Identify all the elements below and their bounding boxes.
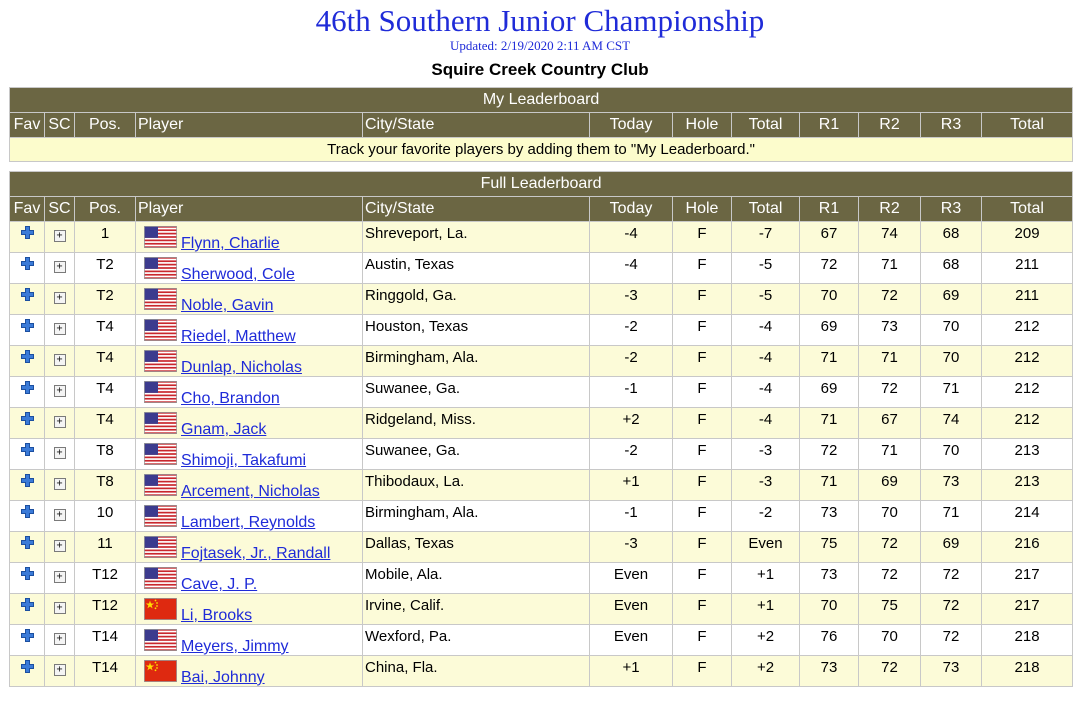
pos-cell: 11 [75, 532, 136, 563]
today-cell: -1 [590, 377, 673, 408]
fav-cell [10, 532, 45, 563]
r2-cell: 72 [859, 656, 921, 687]
add-favorite-icon[interactable] [21, 257, 34, 270]
player-cell [136, 346, 363, 377]
col-r1: R1 [800, 113, 859, 138]
column-header-row [10, 197, 1073, 222]
r1-cell: 71 [800, 408, 859, 439]
r3-cell: 70 [921, 346, 982, 377]
pos-cell: T8 [75, 470, 136, 501]
r3-cell: 72 [921, 594, 982, 625]
pos-cell: 10 [75, 501, 136, 532]
col-r3: R3 [921, 113, 982, 138]
pos-cell: T2 [75, 284, 136, 315]
total-cell: -3 [732, 470, 800, 501]
r2-cell: 70 [859, 501, 921, 532]
col-sc: SC [45, 113, 75, 138]
today-cell: +1 [590, 656, 673, 687]
pos-cell: T4 [75, 377, 136, 408]
r2-cell: 72 [859, 563, 921, 594]
hole-cell: F [673, 439, 732, 470]
player-name-link[interactable]: Meyers, Jimmy [181, 638, 289, 655]
r1-cell: 71 [800, 346, 859, 377]
fav-cell [10, 594, 45, 625]
add-favorite-icon[interactable] [21, 474, 34, 487]
col-total: Total [732, 197, 800, 222]
table-row [10, 346, 1073, 377]
pos-cell: T4 [75, 346, 136, 377]
r3-cell: 72 [921, 625, 982, 656]
hole-cell: F [673, 594, 732, 625]
player-name-link[interactable]: Dunlap, Nicholas [181, 359, 302, 376]
city-cell: Birmingham, Ala. [363, 346, 590, 377]
col-r2: R2 [859, 113, 921, 138]
hole-cell: F [673, 346, 732, 377]
player-cell [136, 315, 363, 346]
add-favorite-icon[interactable] [21, 226, 34, 239]
fav-cell [10, 377, 45, 408]
today-cell: -3 [590, 532, 673, 563]
city-cell: Mobile, Ala. [363, 563, 590, 594]
aggregate-cell: 217 [982, 563, 1073, 594]
total-cell: -2 [732, 501, 800, 532]
leaderboard-body [10, 222, 1073, 687]
sc-cell [45, 222, 75, 253]
player-name-link[interactable]: Sherwood, Cole [181, 266, 295, 283]
fav-cell [10, 222, 45, 253]
scorecard-expand-icon[interactable]: + [54, 416, 66, 428]
col-total: Total [732, 113, 800, 138]
course-name: Squire Creek Country Club [431, 60, 649, 79]
r2-cell: 72 [859, 284, 921, 315]
r2-cell: 69 [859, 470, 921, 501]
sc-cell [45, 532, 75, 563]
fav-cell [10, 346, 45, 377]
player-name-link[interactable]: Cave, J. P. [181, 576, 258, 593]
sc-cell [45, 625, 75, 656]
usa-flag-icon [144, 412, 177, 434]
pos-cell: 1 [75, 222, 136, 253]
total-cell: -5 [732, 253, 800, 284]
full-leaderboard-title: Full Leaderboard [10, 172, 1073, 197]
r2-cell: 75 [859, 594, 921, 625]
player-name-link[interactable]: Shimoji, Takafumi [181, 452, 307, 469]
add-favorite-icon[interactable] [21, 288, 34, 301]
today-cell: Even [590, 563, 673, 594]
column-header-row [10, 113, 1073, 138]
sc-cell [45, 284, 75, 315]
total-cell: -4 [732, 377, 800, 408]
total-cell: -4 [732, 346, 800, 377]
r1-cell: 73 [800, 563, 859, 594]
aggregate-cell: 211 [982, 253, 1073, 284]
r1-cell: 69 [800, 377, 859, 408]
today-cell: +1 [590, 470, 673, 501]
r1-cell: 72 [800, 439, 859, 470]
scorecard-expand-icon[interactable]: + [54, 633, 66, 645]
my-leaderboard-title: My Leaderboard [10, 88, 1073, 113]
pos-cell: T12 [75, 563, 136, 594]
player-cell [136, 439, 363, 470]
col-hole: Hole [673, 197, 732, 222]
total-cell: -4 [732, 408, 800, 439]
hole-cell: F [673, 315, 732, 346]
fav-cell [10, 315, 45, 346]
aggregate-cell: 213 [982, 470, 1073, 501]
total-cell: +1 [732, 594, 800, 625]
add-favorite-icon[interactable] [21, 660, 34, 673]
player-name-link[interactable]: Gnam, Jack [181, 421, 267, 438]
usa-flag-icon [144, 474, 177, 496]
col-sc: SC [45, 197, 75, 222]
scorecard-expand-icon[interactable]: + [54, 385, 66, 397]
total-cell: +2 [732, 625, 800, 656]
r3-cell: 69 [921, 284, 982, 315]
r1-cell: 72 [800, 253, 859, 284]
sc-cell [45, 594, 75, 625]
hole-cell: F [673, 563, 732, 594]
r1-cell: 67 [800, 222, 859, 253]
sc-cell [45, 656, 75, 687]
col-city: City/State [363, 113, 590, 138]
fav-cell [10, 439, 45, 470]
fav-cell [10, 253, 45, 284]
usa-flag-icon [144, 505, 177, 527]
aggregate-cell: 212 [982, 408, 1073, 439]
table-row [10, 563, 1073, 594]
col-today: Today [590, 197, 673, 222]
usa-flag-icon [144, 629, 177, 651]
r1-cell: 73 [800, 501, 859, 532]
city-cell: Birmingham, Ala. [363, 501, 590, 532]
col-pos: Pos. [75, 197, 136, 222]
r3-cell: 71 [921, 501, 982, 532]
usa-flag-icon [144, 381, 177, 403]
col-r2: R2 [859, 197, 921, 222]
aggregate-cell: 218 [982, 656, 1073, 687]
r3-cell: 72 [921, 563, 982, 594]
player-cell [136, 563, 363, 594]
city-cell: Ringgold, Ga. [363, 284, 590, 315]
total-cell: -3 [732, 439, 800, 470]
r3-cell: 73 [921, 656, 982, 687]
hole-cell: F [673, 377, 732, 408]
sc-cell [45, 439, 75, 470]
r1-cell: 76 [800, 625, 859, 656]
today-cell: -2 [590, 315, 673, 346]
city-cell: China, Fla. [363, 656, 590, 687]
player-name-link[interactable]: Arcement, Nicholas [181, 483, 320, 500]
aggregate-cell: 211 [982, 284, 1073, 315]
my-leaderboard-message: Track your favorite players by adding them to "My Leaderboard." [10, 138, 1073, 162]
col-fav: Fav [10, 197, 45, 222]
r3-cell: 71 [921, 377, 982, 408]
r3-cell: 70 [921, 315, 982, 346]
hole-cell: F [673, 222, 732, 253]
total-cell: -7 [732, 222, 800, 253]
scorecard-expand-icon[interactable]: + [54, 602, 66, 614]
r1-cell: 73 [800, 656, 859, 687]
add-favorite-icon[interactable] [21, 319, 34, 332]
fav-cell [10, 501, 45, 532]
fav-cell [10, 656, 45, 687]
fav-cell [10, 470, 45, 501]
table-row [10, 594, 1073, 625]
r1-cell: 70 [800, 594, 859, 625]
usa-flag-icon [144, 350, 177, 372]
today-cell: Even [590, 594, 673, 625]
r3-cell: 68 [921, 222, 982, 253]
r2-cell: 73 [859, 315, 921, 346]
add-favorite-icon[interactable] [21, 629, 34, 642]
r2-cell: 67 [859, 408, 921, 439]
fav-cell [10, 408, 45, 439]
add-favorite-icon[interactable] [21, 443, 34, 456]
hole-cell: F [673, 408, 732, 439]
hole-cell: F [673, 470, 732, 501]
today-cell: -4 [590, 222, 673, 253]
city-cell: Irvine, Calif. [363, 594, 590, 625]
usa-flag-icon [144, 536, 177, 558]
table-row [10, 377, 1073, 408]
col-r1: R1 [800, 197, 859, 222]
china-flag-icon [144, 660, 177, 682]
player-name-link[interactable]: Noble, Gavin [181, 297, 274, 314]
total-cell: +2 [732, 656, 800, 687]
city-cell: Wexford, Pa. [363, 625, 590, 656]
aggregate-cell: 216 [982, 532, 1073, 563]
player-cell [136, 501, 363, 532]
r3-cell: 70 [921, 439, 982, 470]
sc-cell [45, 408, 75, 439]
pos-cell: T4 [75, 315, 136, 346]
player-cell [136, 222, 363, 253]
fav-cell [10, 625, 45, 656]
r2-cell: 70 [859, 625, 921, 656]
updated-timestamp: Updated: 2/19/2020 2:11 AM CST [449, 38, 631, 53]
sc-cell [45, 346, 75, 377]
aggregate-cell: 212 [982, 315, 1073, 346]
city-cell: Shreveport, La. [363, 222, 590, 253]
pos-cell: T14 [75, 625, 136, 656]
player-cell [136, 625, 363, 656]
col-player: Player [136, 113, 363, 138]
r3-cell: 68 [921, 253, 982, 284]
col-aggregate: Total [982, 113, 1073, 138]
page-header [0, 3, 1080, 80]
r3-cell: 74 [921, 408, 982, 439]
sc-cell [45, 501, 75, 532]
fav-cell [10, 284, 45, 315]
r2-cell: 74 [859, 222, 921, 253]
col-player: Player [136, 197, 363, 222]
table-row [10, 222, 1073, 253]
fav-cell [10, 563, 45, 594]
pos-cell: T12 [75, 594, 136, 625]
r2-cell: 72 [859, 532, 921, 563]
today-cell: -1 [590, 501, 673, 532]
table-row [10, 656, 1073, 687]
player-name-link[interactable]: Li, Brooks [181, 607, 253, 624]
aggregate-cell: 217 [982, 594, 1073, 625]
today-cell: -4 [590, 253, 673, 284]
aggregate-cell: 213 [982, 439, 1073, 470]
scorecard-expand-icon[interactable]: + [54, 664, 66, 676]
player-cell [136, 284, 363, 315]
usa-flag-icon [144, 288, 177, 310]
r1-cell: 69 [800, 315, 859, 346]
scorecard-expand-icon[interactable]: + [54, 478, 66, 490]
col-r3: R3 [921, 197, 982, 222]
total-cell: +1 [732, 563, 800, 594]
col-aggregate: Total [982, 197, 1073, 222]
usa-flag-icon [144, 319, 177, 341]
col-today: Today [590, 113, 673, 138]
aggregate-cell: 209 [982, 222, 1073, 253]
player-name-link[interactable]: Riedel, Matthew [181, 328, 296, 345]
total-cell: Even [732, 532, 800, 563]
scorecard-expand-icon[interactable]: + [54, 571, 66, 583]
hole-cell: F [673, 501, 732, 532]
today-cell: -2 [590, 346, 673, 377]
table-row [10, 470, 1073, 501]
city-cell: Dallas, Texas [363, 532, 590, 563]
city-cell: Thibodaux, La. [363, 470, 590, 501]
r1-cell: 75 [800, 532, 859, 563]
table-row [10, 439, 1073, 470]
hole-cell: F [673, 284, 732, 315]
player-cell [136, 532, 363, 563]
add-favorite-icon[interactable] [21, 350, 34, 363]
sc-cell [45, 253, 75, 284]
player-name-link[interactable]: Cho, Brandon [181, 390, 280, 407]
pos-cell: T14 [75, 656, 136, 687]
total-cell: -4 [732, 315, 800, 346]
table-row [10, 625, 1073, 656]
city-cell: Suwanee, Ga. [363, 439, 590, 470]
aggregate-cell: 214 [982, 501, 1073, 532]
r1-cell: 71 [800, 470, 859, 501]
player-name-link[interactable]: Bai, Johnny [181, 669, 265, 686]
sc-cell [45, 377, 75, 408]
scorecard-expand-icon[interactable]: + [54, 447, 66, 459]
hole-cell: F [673, 253, 732, 284]
table-row [10, 408, 1073, 439]
city-cell: Suwanee, Ga. [363, 377, 590, 408]
scorecard-expand-icon[interactable]: + [54, 292, 66, 304]
add-favorite-icon[interactable] [21, 536, 34, 549]
today-cell: +2 [590, 408, 673, 439]
r2-cell: 71 [859, 346, 921, 377]
add-favorite-icon[interactable] [21, 598, 34, 611]
city-cell: Austin, Texas [363, 253, 590, 284]
hole-cell: F [673, 625, 732, 656]
aggregate-cell: 212 [982, 377, 1073, 408]
table-row [10, 315, 1073, 346]
usa-flag-icon [144, 257, 177, 279]
usa-flag-icon [144, 567, 177, 589]
r2-cell: 71 [859, 253, 921, 284]
pos-cell: T8 [75, 439, 136, 470]
player-name-link[interactable]: Fojtasek, Jr., Randall [181, 545, 331, 562]
my-leaderboard-table [9, 87, 1073, 162]
add-favorite-icon[interactable] [21, 412, 34, 425]
hole-cell: F [673, 656, 732, 687]
player-name-link[interactable]: Flynn, Charlie [181, 235, 280, 252]
pos-cell: T2 [75, 253, 136, 284]
aggregate-cell: 218 [982, 625, 1073, 656]
full-leaderboard-table [9, 171, 1073, 687]
player-cell [136, 377, 363, 408]
add-favorite-icon[interactable] [21, 381, 34, 394]
col-fav: Fav [10, 113, 45, 138]
add-favorite-icon[interactable] [21, 567, 34, 580]
china-flag-icon [144, 598, 177, 620]
r2-cell: 72 [859, 377, 921, 408]
player-cell [136, 253, 363, 284]
table-row [10, 253, 1073, 284]
scorecard-expand-icon[interactable]: + [54, 509, 66, 521]
r3-cell: 73 [921, 470, 982, 501]
sc-cell [45, 470, 75, 501]
today-cell: -3 [590, 284, 673, 315]
scorecard-expand-icon[interactable]: + [54, 230, 66, 242]
city-cell: Ridgeland, Miss. [363, 408, 590, 439]
player-cell [136, 470, 363, 501]
aggregate-cell: 212 [982, 346, 1073, 377]
scorecard-expand-icon[interactable]: + [54, 261, 66, 273]
add-favorite-icon[interactable] [21, 505, 34, 518]
total-cell: -5 [732, 284, 800, 315]
sc-cell [45, 563, 75, 594]
today-cell: -2 [590, 439, 673, 470]
scorecard-expand-icon[interactable]: + [54, 323, 66, 335]
player-cell [136, 594, 363, 625]
player-cell [136, 408, 363, 439]
table-row [10, 501, 1073, 532]
r3-cell: 69 [921, 532, 982, 563]
table-row [10, 532, 1073, 563]
hole-cell: F [673, 532, 732, 563]
player-name-link[interactable]: Lambert, Reynolds [181, 514, 316, 531]
col-hole: Hole [673, 113, 732, 138]
r1-cell: 70 [800, 284, 859, 315]
sc-cell [45, 315, 75, 346]
player-cell [136, 656, 363, 687]
today-cell: Even [590, 625, 673, 656]
r2-cell: 71 [859, 439, 921, 470]
page-title: 46th Southern Junior Championship [315, 3, 765, 38]
table-row [10, 284, 1073, 315]
scorecard-expand-icon[interactable]: + [54, 354, 66, 366]
col-city: City/State [363, 197, 590, 222]
usa-flag-icon [144, 443, 177, 465]
usa-flag-icon [144, 226, 177, 248]
pos-cell: T4 [75, 408, 136, 439]
col-pos: Pos. [75, 113, 136, 138]
city-cell: Houston, Texas [363, 315, 590, 346]
scorecard-expand-icon[interactable]: + [54, 540, 66, 552]
